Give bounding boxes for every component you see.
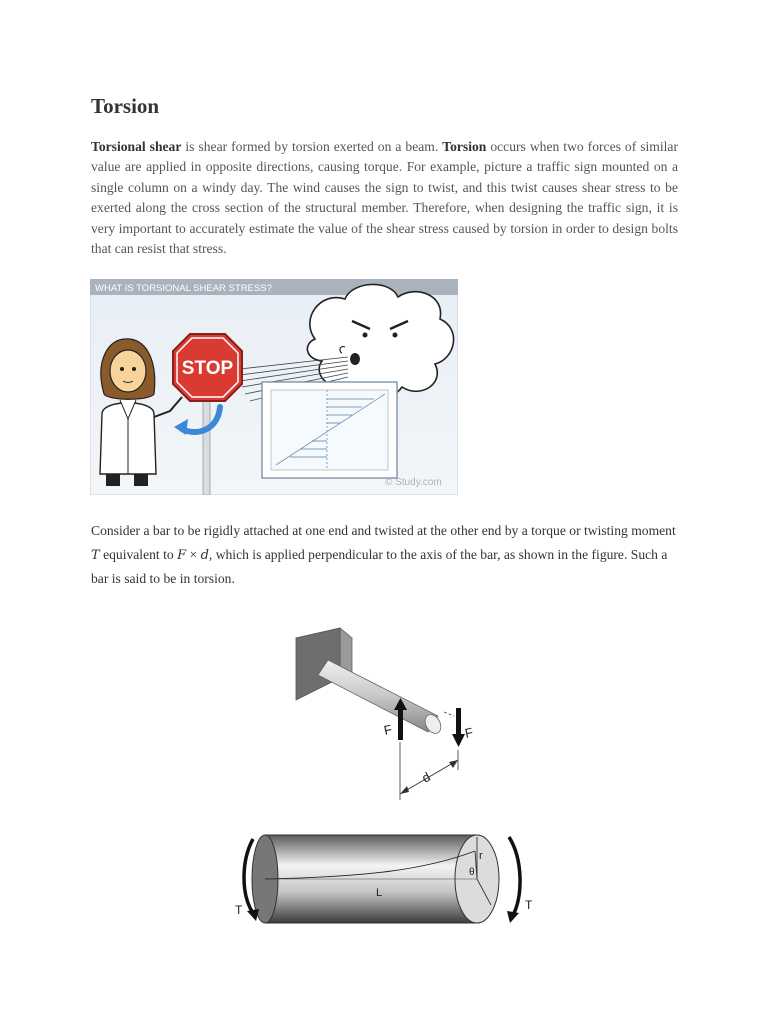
wall-support: [296, 628, 352, 700]
cylindrical-bar: [318, 660, 444, 736]
page-title: Torsion: [91, 94, 160, 118]
force-down-arrow: [452, 708, 474, 747]
term-torsional-shear: Torsional shear: [91, 139, 182, 154]
force-label-left: F: [382, 721, 394, 738]
angle-label: θ: [469, 867, 475, 878]
symbol-distance: d: [200, 547, 209, 563]
figure-banner-text: WHAT IS TORSIONAL SHEAR STRESS?: [95, 283, 272, 294]
stop-sign-text: STOP: [181, 358, 234, 379]
torsion-text-3: , which is applied perpendicular to the axis of the bar, as shown in the figure. Such a bar is said to be in torsion.: [91, 546, 668, 586]
study-watermark: © Study.com: [385, 477, 442, 488]
torque-label-left: T: [235, 903, 243, 917]
length-label: L: [376, 887, 383, 899]
intro-text-2: occurs when two forces of similar value are applied in opposite directions, causing torque. For example, picture a traffic sign mounted on a single column on a windy day. The wind causes the sign to twist, and this twist causes shear stress to be exerted along the cross section of the structural member. Therefore, when designing the traffic sign, it is very important to accurately estimate the value of the shear stress caused by torsion in order to design bolts that can resist that stress.: [91, 139, 678, 257]
torsion-text-1: Consider a bar to be rigidly attached at one end and twisted at the other end by a torque or twisting moment: [91, 523, 676, 538]
shaft-torsion-diagram: [225, 825, 545, 935]
cylindrical-shaft: [252, 835, 499, 923]
torsional-shear-illustration: [90, 279, 458, 495]
intro-text-1: is shear formed by torsion exerted on a beam.: [181, 139, 443, 154]
radius-label: r: [479, 850, 483, 862]
force-label-right: F: [463, 724, 475, 741]
torque-right-arrow: [507, 837, 533, 923]
term-torsion: Torsion: [442, 139, 487, 154]
symbol-times: ×: [186, 546, 201, 562]
symbol-force: F: [177, 547, 187, 563]
symbol-torque: T: [91, 547, 100, 563]
intro-paragraph: [91, 137, 678, 259]
torsion-paragraph: [91, 519, 681, 591]
moment-arm-dimension: [400, 760, 458, 794]
distance-label: d: [419, 769, 433, 786]
bar-torque-diagram: [290, 620, 490, 810]
shear-stress-diagram: [262, 382, 397, 478]
torsion-text-2: equivalent to: [99, 546, 178, 562]
torque-label-right: T: [525, 898, 533, 912]
